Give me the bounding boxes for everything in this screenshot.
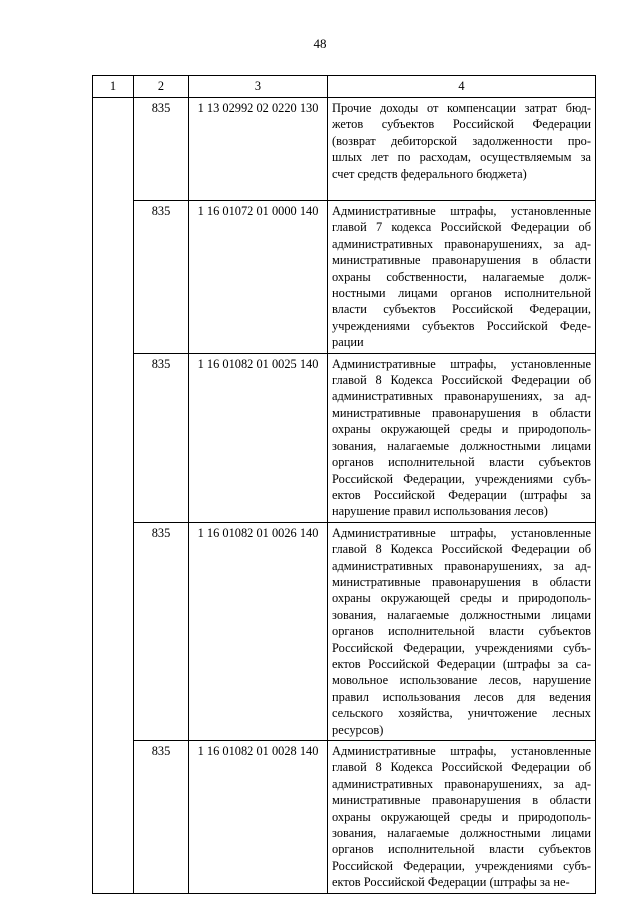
description-line: ектов Российской Федерации (штрафы за bbox=[332, 487, 591, 502]
description-line: главой 7 кодекса Российской Федерации об bbox=[332, 220, 591, 235]
description-line: охраны окружающей среды и природополь- bbox=[332, 591, 591, 606]
budget-revenue-table bbox=[92, 75, 596, 894]
description-cell bbox=[328, 522, 596, 740]
description-line: Административные штрафы, установленные bbox=[332, 744, 591, 758]
description-line: (возврат дебиторской задолженности про- bbox=[332, 133, 591, 148]
description-line: Административные штрафы, установленные bbox=[332, 525, 591, 540]
description-line: Прочие доходы от компенсации затрат бюд- bbox=[332, 101, 591, 115]
description-line: охраны окружающей среды и природополь- bbox=[332, 809, 591, 824]
description-line: Административные штрафы, установленные bbox=[332, 204, 591, 218]
description-line: главой 8 Кодекса Российской Федерации об bbox=[332, 542, 591, 557]
description-line: зования, налагаемые должностными лицами bbox=[332, 826, 591, 841]
admin-code-cell: 835 bbox=[134, 522, 189, 740]
description-line: ресурсов) bbox=[332, 722, 384, 737]
description-line: счет средств федерального бюджета) bbox=[332, 166, 527, 181]
description-cell bbox=[328, 353, 596, 522]
description-line: зования, налагаемые должностными лицами bbox=[332, 607, 591, 622]
description-line: административных правонарушениях, за ад- bbox=[332, 389, 591, 404]
admin-code-cell: 835 bbox=[134, 353, 189, 522]
description-line: Российской Федерации, учреждениями субъ- bbox=[332, 640, 591, 655]
description-line: административных правонарушениях, за ад- bbox=[332, 236, 591, 251]
header-col-3: 3 bbox=[189, 76, 328, 98]
admin-code-cell: 835 bbox=[134, 741, 189, 894]
description-line: зования, налагаемые должностными лицами bbox=[332, 438, 591, 453]
table-row bbox=[93, 741, 596, 894]
description-line: органов исполнительной власти субъектов bbox=[332, 455, 591, 470]
description-cell bbox=[328, 741, 596, 894]
description-line: правил использования лесов для ведения bbox=[332, 689, 591, 704]
page-number: 48 bbox=[313, 36, 327, 51]
budget-code-cell: 1 13 02992 02 0220 130 bbox=[189, 98, 328, 201]
description-line: ностными лицами органов исполнительной bbox=[332, 286, 591, 301]
table-row bbox=[93, 98, 596, 201]
description-line: Российской Федерации, учреждениями субъ- bbox=[332, 858, 591, 873]
description-line: рации bbox=[332, 335, 364, 350]
description-line: ектов Российской Федерации (штрафы за не- bbox=[332, 875, 570, 890]
description-line: министративные правонарушения в области bbox=[332, 574, 591, 589]
description-line: жетов субъектов Российской Федерации bbox=[332, 117, 591, 132]
description-line: министративные правонарушения в области bbox=[332, 405, 591, 420]
description-line: нарушение правил использования лесов) bbox=[332, 504, 548, 519]
table-row bbox=[93, 353, 596, 522]
header-col-2: 2 bbox=[134, 76, 189, 98]
description-line: министративные правонарушения в области bbox=[332, 253, 591, 268]
description-cell bbox=[328, 98, 596, 201]
description-line: Административные штрафы, установленные bbox=[332, 356, 591, 371]
description-line: охраны окружающей среды и природополь- bbox=[332, 422, 591, 437]
description-line: сельского хозяйства, уничтожение лесных bbox=[332, 706, 591, 721]
description-line: органов исполнительной власти субъектов bbox=[332, 624, 591, 639]
header-col-4: 4 bbox=[328, 76, 596, 98]
description-line: мовольное использование лесов, нарушение bbox=[332, 673, 591, 688]
budget-code-cell: 1 16 01082 01 0025 140 bbox=[189, 353, 328, 522]
admin-code-cell: 835 bbox=[134, 201, 189, 354]
description-line: главой 8 Кодекса Российской Федерации об bbox=[332, 760, 591, 775]
table-header-row bbox=[93, 76, 596, 98]
empty-cell bbox=[93, 98, 134, 894]
description-line: министративные правонарушения в области bbox=[332, 793, 591, 808]
header-col-1: 1 bbox=[93, 76, 134, 98]
description-line: шлых лет по расходам, осуществляемым за bbox=[332, 150, 591, 165]
budget-code-cell: 1 16 01082 01 0028 140 bbox=[189, 741, 328, 894]
description-line: охраны собственности, налагаемые долж- bbox=[332, 269, 591, 284]
description-line: органов исполнительной власти субъектов bbox=[332, 842, 591, 857]
description-line: Российской Федерации, учреждениями субъ- bbox=[332, 471, 591, 486]
description-line: учреждениями субъектов Российской Феде- bbox=[332, 318, 591, 333]
description-line: главой 8 Кодекса Российской Федерации об bbox=[332, 373, 591, 388]
table-row bbox=[93, 201, 596, 354]
description-cell bbox=[328, 201, 596, 354]
description-line: власти субъектов Российской Федерации, bbox=[332, 302, 591, 317]
description-line: ектов Российской Федерации (штрафы за са- bbox=[332, 656, 591, 671]
table-row bbox=[93, 522, 596, 740]
budget-code-cell: 1 16 01072 01 0000 140 bbox=[189, 201, 328, 354]
budget-code-cell: 1 16 01082 01 0026 140 bbox=[189, 522, 328, 740]
admin-code-cell: 835 bbox=[134, 98, 189, 201]
description-line: административных правонарушениях, за ад- bbox=[332, 558, 591, 573]
description-line: административных правонарушениях, за ад- bbox=[332, 776, 591, 791]
